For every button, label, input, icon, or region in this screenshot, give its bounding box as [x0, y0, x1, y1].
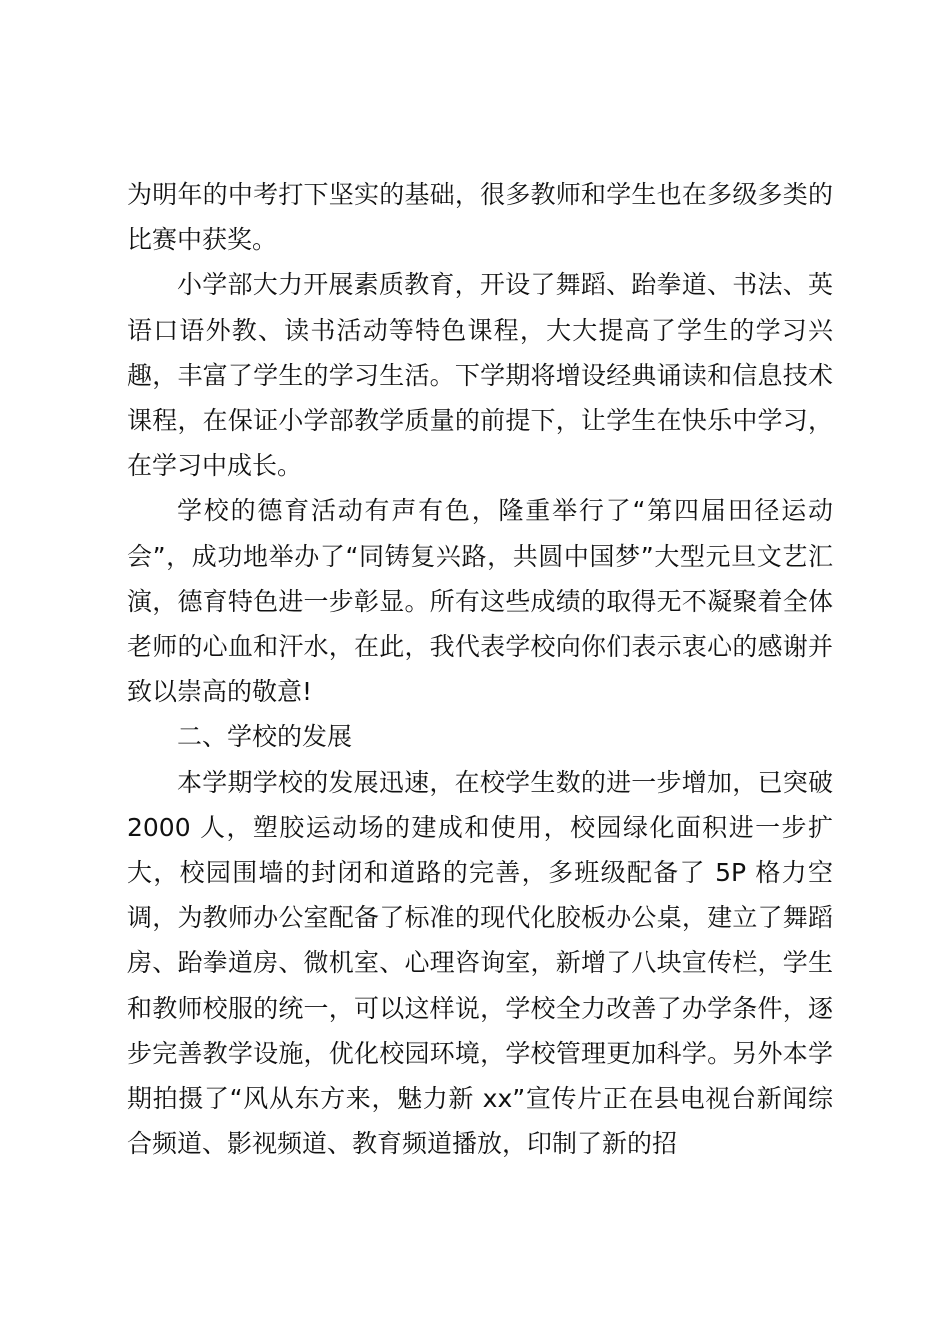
section-heading: 二、学校的发展	[177, 722, 353, 752]
paragraph-4: 本学期学校的发展迅速，在校学生数的进一步增加，已突破 2000 人，塑胶运动场的建成和使用，校园绿化面积进一步扩大，校园围墙的封闭和道路的完善，多班级配备了 5P 格力空调，为教师办公室配备了标准的现代化胶板办公桌，建立了舞蹈房、跆拳道房、微机室、心理咨询室，新增了八块宣传栏，学生和教师校服的统一，可以这样说，学校全力改善了办学条件，逐步完善教学设施，优化校园环境，学校管理更加科学。另外本学期拍摄了“风从东方来，魅力新 xx”宣传片正在县电视台新闻综合频道、影视频道、教育频道播放，印制了新的招	[127, 767, 833, 1159]
document-body	[127, 172, 833, 1166]
paragraph-3: 学校的德育活动有声有色，隆重举行了“第四届田径运动会”，成功地举办了“同铸复兴路，共圆中国梦”大型元旦文艺汇演，德育特色进一步彰显。所有这些成绩的取得无不凝聚着全体老师的心血和汗水，在此，我代表学校向你们表示衷心的感谢并致以崇高的敬意!	[127, 496, 833, 707]
paragraph-2: 小学部大力开展素质教育，开设了舞蹈、跆拳道、书法、英语口语外教、读书活动等特色课程，大大提高了学生的学习兴趣，丰富了学生的学习生活。下学期将增设经典诵读和信息技术课程，在保证小学部教学质量的前提下，让学生在快乐中学习，在学习中成长。	[127, 270, 833, 481]
paragraph-1: 为明年的中考打下坚实的基础，很多教师和学生也在多级多类的比赛中获奖。	[127, 180, 833, 255]
